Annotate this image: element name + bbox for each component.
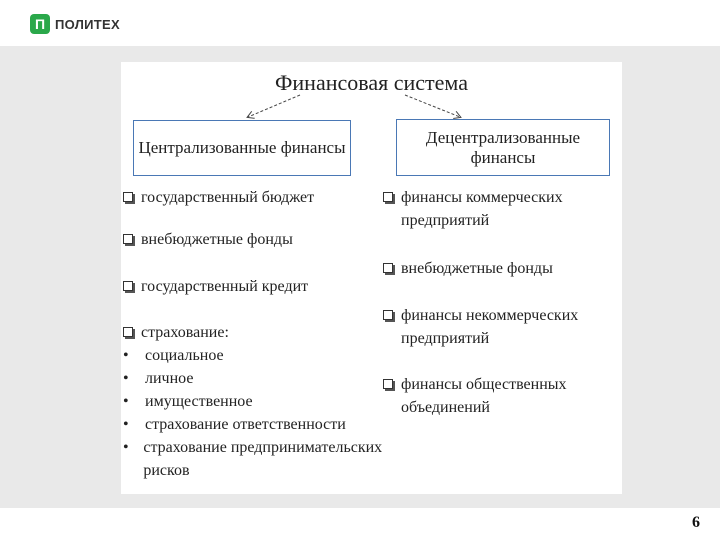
checkbox-bullet-icon — [123, 234, 133, 244]
insurance-type-social — [123, 344, 393, 367]
logo-mark-icon: П — [30, 14, 50, 34]
checkbox-bullet-icon — [123, 192, 133, 202]
arrow-to-decentralized — [405, 95, 460, 117]
right-item-offbudget-funds — [383, 257, 618, 280]
item-label: личное — [145, 370, 194, 387]
checkbox-bullet-icon — [123, 327, 133, 337]
item-label: социальное — [145, 347, 224, 364]
checkbox-bullet-icon — [123, 281, 133, 291]
page-number: 6 — [692, 514, 700, 531]
insurance-type-property — [123, 390, 393, 413]
bullet-dot-icon: • — [123, 347, 129, 364]
item-label: финансы общественных объединений — [401, 376, 567, 416]
right-item-public-associations — [383, 373, 618, 419]
left-item-state-credit — [123, 275, 373, 298]
decentralized-finance-box: Децентрализованные финансы — [396, 119, 610, 176]
centralized-finance-box: Централизованные финансы — [133, 120, 351, 176]
bullet-dot-icon: • — [123, 439, 129, 456]
item-label: государственный кредит — [141, 278, 309, 295]
left-item-offbudget-funds — [123, 228, 373, 251]
item-label: финансы некоммерческих предприятий — [401, 307, 579, 347]
bullet-dot-icon: • — [123, 370, 129, 387]
bullet-dot-icon: • — [123, 393, 129, 410]
right-item-commercial-finance — [383, 186, 618, 232]
checkbox-bullet-icon — [383, 192, 393, 202]
right-item-noncommercial-finance — [383, 304, 618, 350]
diagram-title: Финансовая система — [275, 70, 468, 95]
item-label: государственный бюджет — [141, 189, 315, 206]
insurance-type-personal — [123, 367, 393, 390]
bullet-dot-icon: • — [123, 416, 129, 433]
insurance-type-business-risk — [123, 436, 393, 482]
left-item-insurance — [123, 321, 373, 344]
item-label: финансы коммерческих предприятий — [401, 189, 563, 229]
checkbox-bullet-icon — [383, 263, 393, 273]
checkbox-bullet-icon — [383, 379, 393, 389]
item-label: имущественное — [145, 393, 253, 410]
item-label: внебюджетные фонды — [141, 231, 293, 248]
item-label: страхование: — [141, 324, 229, 341]
left-item-state-budget — [123, 186, 373, 209]
checkbox-bullet-icon — [383, 310, 393, 320]
item-label: страхование предпринимательских рисков — [143, 439, 383, 479]
insurance-type-liability — [123, 413, 393, 436]
logo-text: ПОЛИТЕХ — [55, 16, 120, 32]
arrow-to-centralized — [248, 95, 300, 117]
item-label: страхование ответственности — [145, 416, 346, 433]
item-label: внебюджетные фонды — [401, 260, 553, 277]
